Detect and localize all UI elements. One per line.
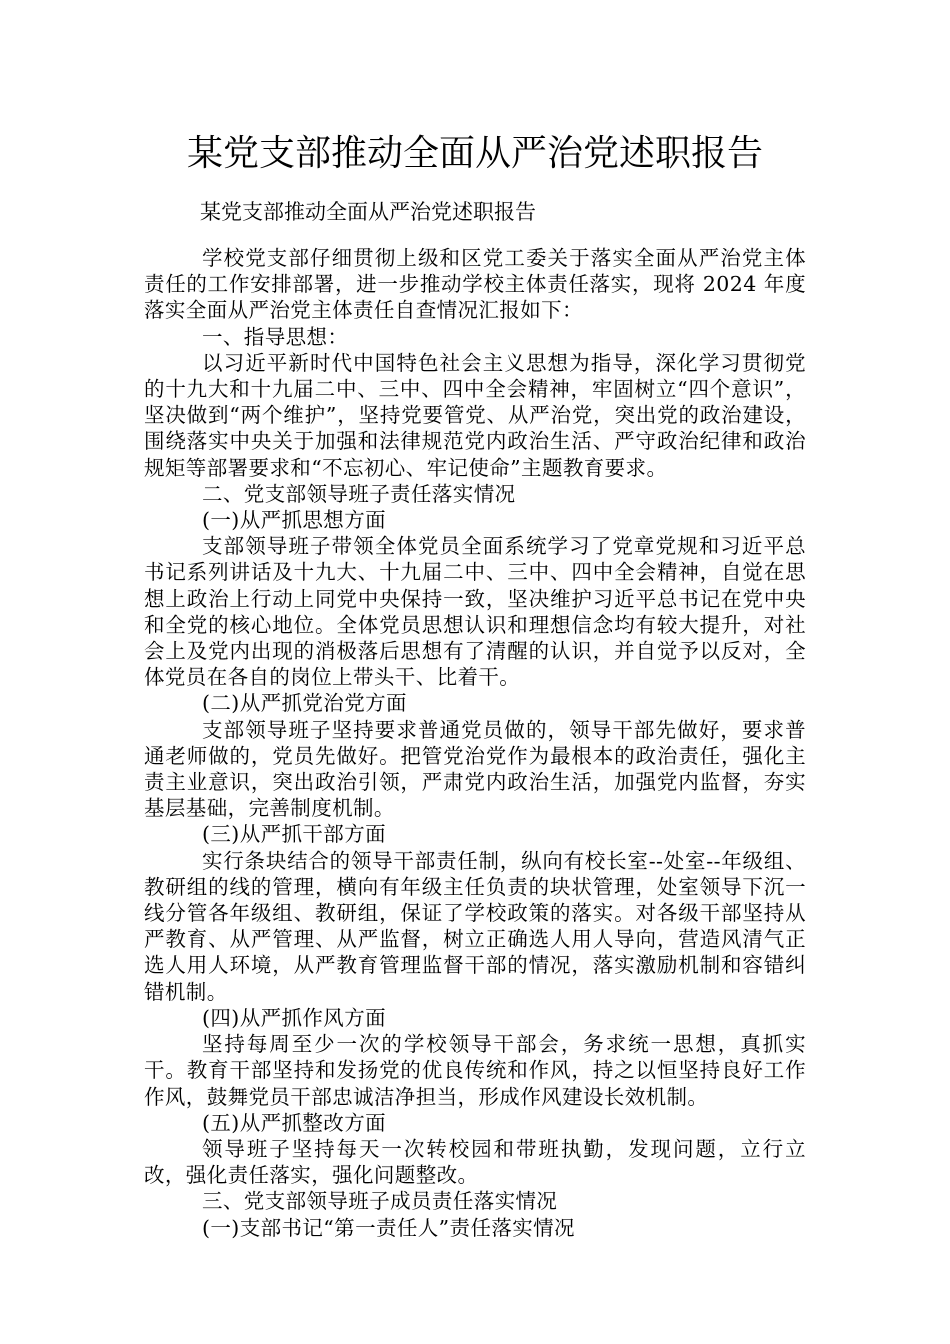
body-paragraph: 以习近平新时代中国特色社会主义思想为指导，深化学习贯彻党的十九大和十九届二中、三中、四中全会精神，牢固树立“四个意识”，坚决做到“两个维护”，坚持党要管党、从严治党，突出党的政治建设，围绕落实中央关于加强和法律规范党内政治生活、严守政治纪律和政治规矩等部署要求和“不忘初心、牢记使命”主题教育要求。 (144, 350, 806, 480)
document-subtitle: 某党支部推动全面从严治党述职报告 (200, 200, 536, 224)
section-heading: (二)从严抓党治党方面 (202, 691, 407, 716)
body-paragraph: 领导班子坚持每天一次转校园和带班执勤，发现问题，立行立改，强化责任落实，强化问题整改。 (144, 1136, 806, 1188)
document-title: 某党支部推动全面从严治党述职报告 (186, 133, 763, 174)
section-heading: 三、党支部领导班子成员责任落实情况 (202, 1189, 558, 1214)
section-heading: 二、党支部领导班子责任落实情况 (202, 481, 516, 506)
body-paragraph: 支部领导班子带领全体党员全面系统学习了党章党规和习近平总书记系列讲话及十九大、十九届二中、三中、四中全会精神，自觉在思想上政治上行动上同党中央保持一致，坚决维护习近平总书记在党中央和全党的核心地位。全体党员思想认识和理想信念均有较大提升，对社会上及党内出现的消极落后思想有了清醒的认识，并自觉予以反对，全体党员在各自的岗位上带头干、比着干。 (144, 534, 806, 690)
body-paragraph: 坚持每周至少一次的学校领导干部会，务求统一思想，真抓实干。教育干部坚持和发扬党的优良传统和作风，持之以恒坚持良好工作作风，鼓舞党员干部忠诚洁净担当，形成作风建设长效机制。 (144, 1032, 806, 1109)
document-body (144, 245, 806, 1241)
section-heading: (五)从严抓整改方面 (202, 1110, 386, 1135)
body-paragraph: 实行条块结合的领导干部责任制，纵向有校长室--处室--年级组、教研组的线的管理，横向有年级主任负责的块状管理，处室领导下沉一线分管各年级组、教研组，保证了学校政策的落实。对各级干部坚持从严教育、从严管理、从严监督，树立正确选人用人导向，营造风清气正选人用人环境，从严教育管理监督干部的情况，落实激励机制和容错纠错机制。 (144, 848, 806, 1004)
section-heading: (四)从严抓作风方面 (202, 1005, 386, 1030)
section-heading: (三)从严抓干部方面 (202, 822, 386, 847)
body-paragraph: 学校党支部仔细贯彻上级和区党工委关于落实全面从严治党主体责任的工作安排部署，进一步推动学校主体责任落实，现将 2024 年度落实全面从严治党主体责任自查情况汇报如下： (144, 246, 806, 323)
body-paragraph: 支部领导班子坚持要求普通党员做的，领导干部先做好，要求普通老师做的，党员先做好。把管党治党作为最根本的政治责任，强化主责主业意识，突出政治引领，严肃党内政治生活，加强党内监督，夯实基层基础，完善制度机制。 (144, 717, 806, 821)
section-heading: (一)支部书记“第一责任人”责任落实情况 (202, 1215, 575, 1240)
section-heading: 一、指导思想： (202, 324, 349, 349)
section-heading: (一)从严抓思想方面 (202, 508, 386, 533)
